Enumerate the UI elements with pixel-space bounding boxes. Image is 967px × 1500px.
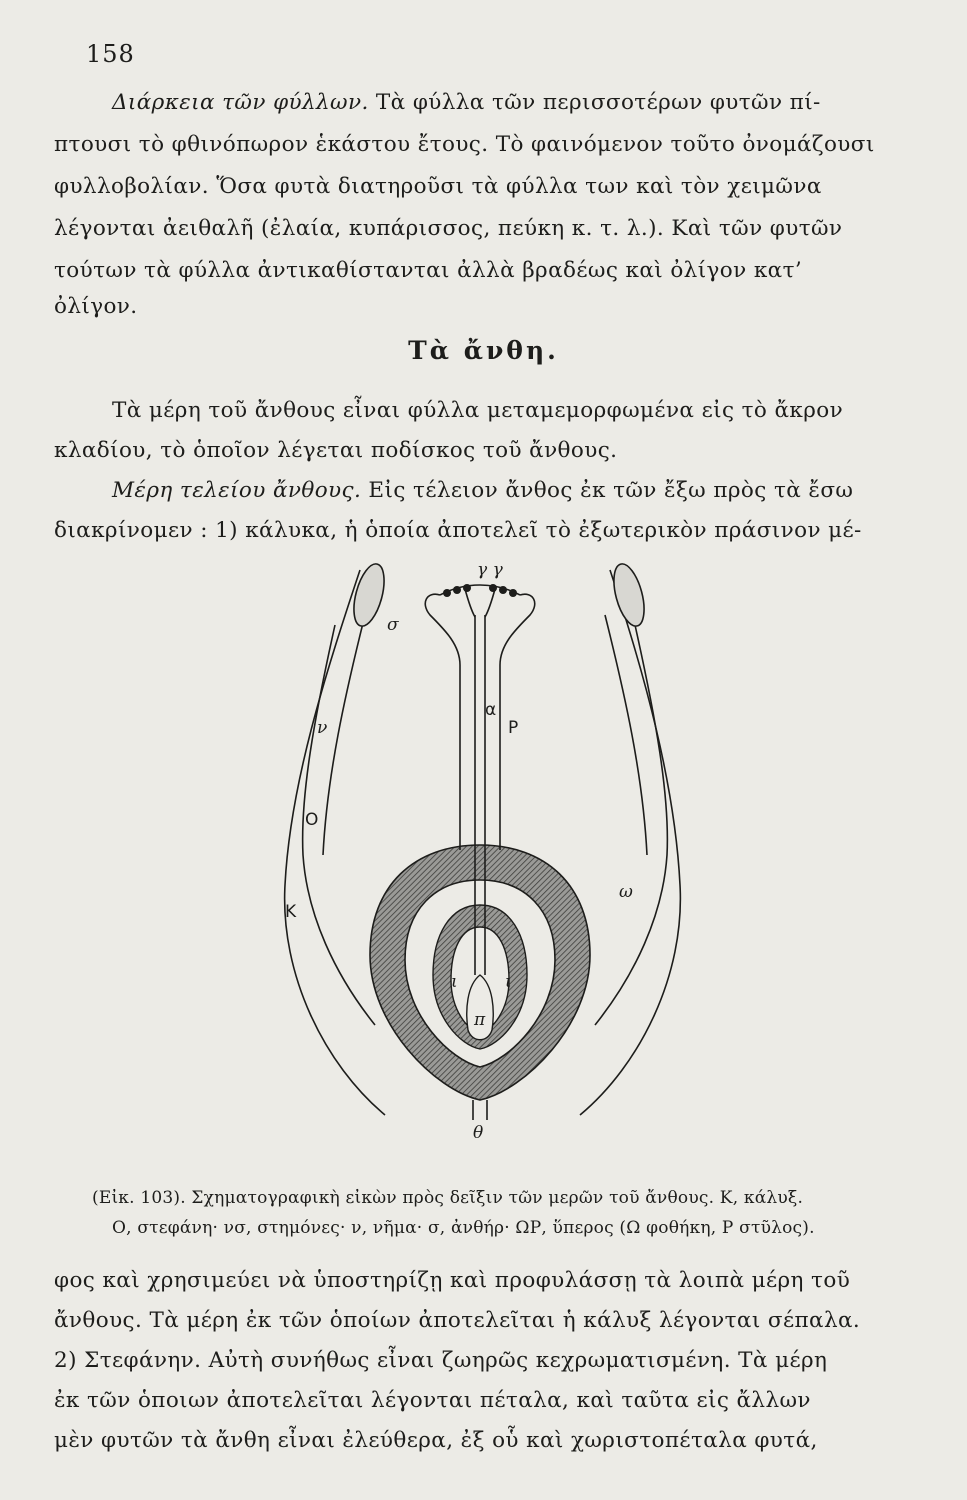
label-nu: ν <box>317 718 328 738</box>
paragraph-line: μὲν φυτῶν τὰ ἄνθη εἶναι ἐλεύθερα, ἐξ οὗ καὶ χωριστοπέταλα φυτά, <box>54 1428 818 1453</box>
label-sigma: σ <box>387 615 399 635</box>
pedicel <box>473 1100 487 1120</box>
corolla-right-outline <box>595 625 667 1025</box>
calyx-left-outline <box>285 570 385 1115</box>
label-alpha: α <box>485 700 497 720</box>
paragraph-line: φος καὶ χρησιμεύει νὰ ὑποστηρίζῃ καὶ προφυλάσσῃ τὰ λοιπὰ μέρη τοῦ <box>54 1268 851 1293</box>
flower-diagram <box>265 555 695 1185</box>
label-iota-right: ι <box>505 972 512 992</box>
label-rho: Ρ <box>508 718 519 738</box>
text-run: Εἰς τέλειον ἄνθος ἐκ τῶν ἔξω πρὸς τὰ ἔσω <box>361 478 854 503</box>
paragraph-line: ἐκ τῶν ὁποιων ἀποτελεῖται λέγονται πέταλα, καὶ ταῦτα εἰς ἄλλων <box>54 1388 811 1413</box>
subheading-leaf-duration: Διάρκεια τῶν φύλλων. <box>112 90 369 115</box>
calyx-right-outline <box>580 570 680 1115</box>
anther-right <box>608 561 650 630</box>
anther-left <box>348 561 390 630</box>
stigma-beads <box>443 584 517 597</box>
paragraph-line: Τὰ μέρη τοῦ ἄνθους εἶναι φύλλα μεταμεμορφωμένα εἰς τὸ ἄκρον <box>112 398 844 423</box>
stigma-rays <box>440 585 520 595</box>
label-omega: ω <box>619 882 633 902</box>
paragraph-line: 2) Στεφάνην. Αὐτὴ συνήθως εἶναι ζωηρῶς κεχρωματισμένη. Τὰ μέρη <box>54 1348 828 1373</box>
paragraph-line: φυλλοβολίαν. Ὅσα φυτὰ διατηροῦσι τὰ φύλλα των καὶ τὸν χειμῶνα <box>54 174 822 199</box>
page-number: 158 <box>86 40 135 68</box>
paragraph-line <box>112 88 927 118</box>
label-iota-left: ι <box>451 972 458 992</box>
section-heading: Τὰ ἄνθη. <box>408 336 559 365</box>
subheading-flower-parts: Μέρη τελείου ἄνθους. <box>112 478 362 503</box>
figure-caption-line: Ο, στεφάνη· νσ, στημόνες· ν, νῆμα· σ, ἀνθήρ· ΩΡ, ὕπερος (Ω φοθήκη, Ρ στῦλος). <box>112 1218 815 1238</box>
paragraph-line: ἄνθους. Τὰ μέρη ἐκ τῶν ὁποίων ἀποτελεῖται ἡ κάλυξ λέγονται σέπαλα. <box>54 1308 861 1333</box>
figure-caption-line: (Εἰκ. 103). Σχηματογραφικὴ εἰκὼν πρὸς δεῖξιν τῶν μερῶν τοῦ ἄνθους. Κ, κάλυξ. <box>92 1188 804 1208</box>
paragraph-line: λέγονται ἀειθαλῆ (ἐλαία, κυπάρισσος, πεύκη κ. τ. λ.). Καὶ τῶν φυτῶν <box>54 216 843 241</box>
label-kappa: Κ <box>285 902 297 922</box>
paragraph-line: κλαδίου, τὸ ὁποῖον λέγεται ποδίσκος τοῦ ἄνθους. <box>54 438 618 463</box>
paragraph-line: ὀλίγον. <box>54 294 138 319</box>
paragraph-line: πτουσι τὸ φθινόπωρον ἑκάστου ἔτους. Τὸ φαινόμενον τοῦτο ὀνομάζουσι <box>54 132 875 157</box>
label-pi: π <box>474 1010 486 1030</box>
paragraph-line: διακρίνομεν : 1) κάλυκα, ἡ ὁποία ἀποτελεῖ τὸ ἐξωτερικὸν πράσινον μέ- <box>54 518 862 543</box>
label-omicron: Ο <box>305 810 319 830</box>
paragraph-line: τούτων τὰ φύλλα ἀντικαθίστανται ἀλλὰ βραδέως καὶ ὀλίγον κατ’ <box>54 258 803 283</box>
text-run: Τὰ φύλλα τῶν περισσοτέρων φυτῶν πί- <box>368 90 821 115</box>
style-outline-left <box>425 594 460 850</box>
label-gamma: γ γ <box>477 560 503 580</box>
label-theta: θ <box>473 1123 484 1143</box>
paragraph-line <box>112 476 927 506</box>
